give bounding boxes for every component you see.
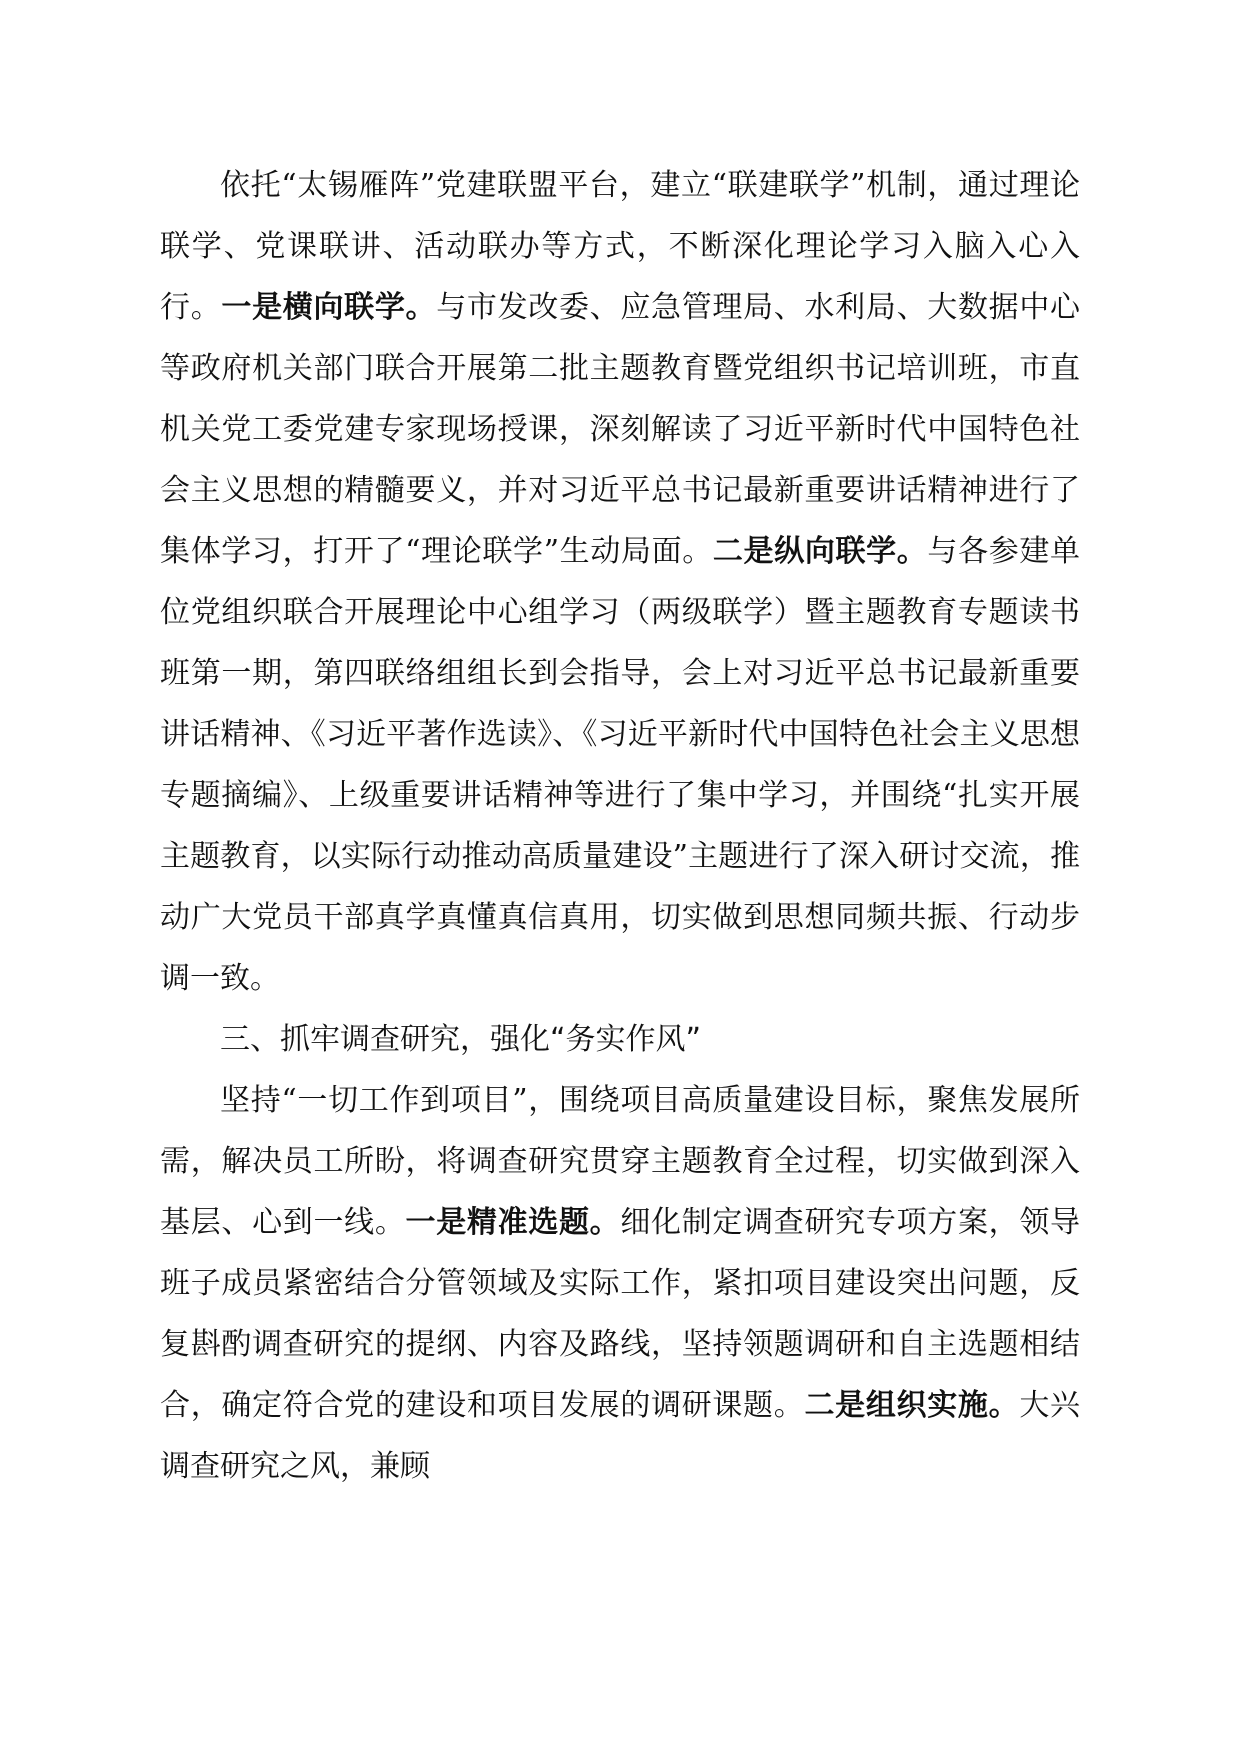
bold-point-precise-topic: 一是精准选题。 [405,1205,621,1240]
bold-point-implementation: 二是组织实施。 [804,1388,1020,1423]
paragraph-lianjian-lianxue [160,155,1080,1009]
paragraph-text: 坚持“一切工作到项目”，围绕项目高质量建设目标，聚焦发展所需，解决员工所盼，将调查研究贯穿主题教育全过程，切实做到深入基层、心到一线。 [160,1083,1080,1240]
paragraph-text: 与各参建单位党组织联合开展理论中心组学习（两级联学）暨主题教育专题读书班第一期，第四联络组组长到会指导，会上对习近平总书记最新重要讲话精神、《习近平著作选读》、《习近平新时代中国特色社会主义思想专题摘编》、上级重要讲话精神等进行了集中学习，并围绕“扎实开展主题教育，以实际行动推动高质量建设”主题进行了深入研讨交流，推动广大党员干部真学真懂真信真用，切实做到思想同频共振、行动步调一致。 [160,534,1080,996]
document-body [160,155,1080,1497]
paragraph-text: 与市发改委、应急管理局、水利局、大数据中心等政府机关部门联合开展第二批主题教育暨党组织书记培训班，市直机关党工委党建专家现场授课，深刻解读了习近平新时代中国特色社会主义思想的精髓要义，并对习近平总书记最新重要讲话精神进行了集体学习，打开了“理论联学”生动局面。 [160,290,1081,569]
section-heading-3: 三、抓牢调查研究，强化“务实作风” [220,1022,702,1057]
paragraph-investigation-research [160,1070,1080,1497]
paragraph-text: 大兴调查研究之风，兼顾 [160,1388,1081,1484]
bold-point-vertical-learning: 二是纵向联学。 [712,534,928,569]
paragraph-text: 依托“太锡雁阵”党建联盟平台，建立“联建联学”机制，通过理论联学、党课联讲、活动联办等方式，不断深化理论学习入脑入心入行。 [160,168,1080,325]
paragraph-text: 细化制定调查研究专项方案，领导班子成员紧密结合分管领域及实际工作，紧扣项目建设突出问题，反复斟酌调查研究的提纲、内容及路线，坚持领题调研和自主选题相结合，确定符合党的建设和项目发展的调研课题。 [160,1205,1081,1423]
bold-point-horizontal-learning: 一是横向联学。 [221,290,437,325]
